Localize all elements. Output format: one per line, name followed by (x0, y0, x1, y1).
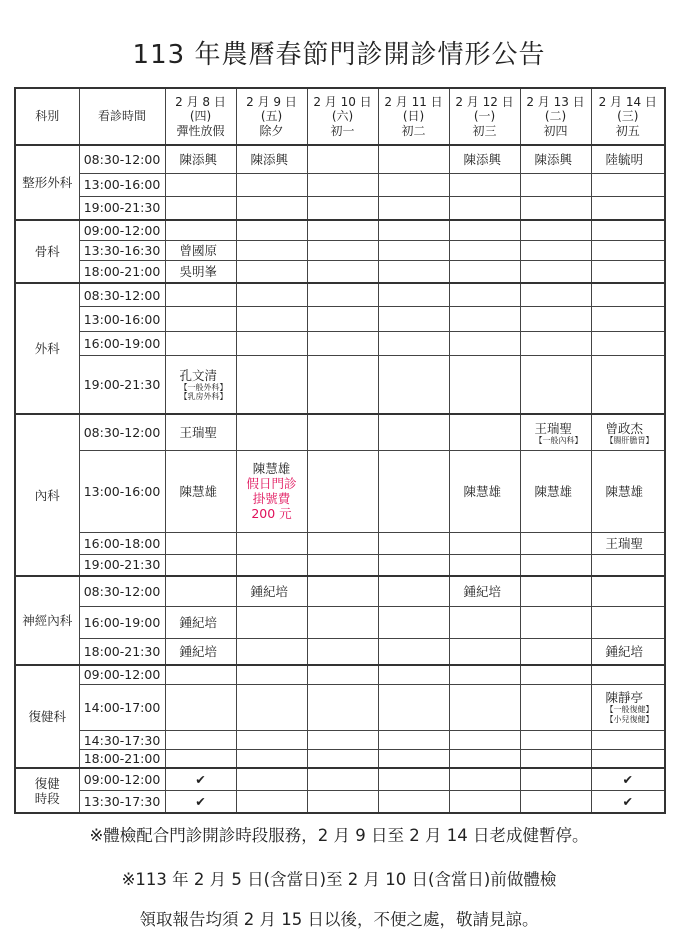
dept-cell: 復健科 (15, 665, 79, 768)
holiday-notice: 掛號費 (252, 491, 291, 507)
header-time: 看診時間 (79, 88, 165, 145)
doctor-cell: 王瑞聖 (591, 532, 665, 554)
holiday-notice: 假日門診 (246, 476, 297, 492)
time-cell: 08:30-12:00 (79, 414, 165, 451)
specialty-tag: 【一般外科】 (179, 382, 228, 392)
table-row (15, 554, 665, 575)
dept-cell: 骨科 (15, 220, 79, 283)
header-day: 2 月 10 日 (六) 初一 (307, 88, 378, 145)
check-mark-icon: ✔ (165, 768, 236, 790)
time-cell: 08:30-12:00 (79, 145, 165, 173)
note-line: 領取報告均須 2 月 15 日以後，不便之處，敬請見諒。 (139, 910, 539, 929)
check-mark-icon: ✔ (165, 791, 236, 813)
table-row (15, 684, 665, 731)
time-cell: 16:00-18:00 (79, 532, 165, 554)
doctor-name: 曾政杰 (605, 420, 644, 436)
page-title: 113 年農曆春節門診開診情形公告 (132, 40, 546, 70)
time-cell: 13:00-16:00 (79, 307, 165, 331)
doctor-cell: 陳慧雄 (591, 451, 665, 532)
table-row (15, 196, 665, 219)
dept-cell: 復健時段 (15, 768, 79, 813)
time-cell: 13:30-17:30 (79, 791, 165, 813)
time-cell: 18:00-21:30 (79, 638, 165, 664)
specialty-tag: 【乳房外科】 (179, 392, 228, 402)
table-row (15, 576, 665, 606)
dept-cell: 整形外科 (15, 145, 79, 220)
time-cell: 09:00-12:00 (79, 220, 165, 240)
note-line: ※113 年 2 月 5 日(含當日)至 2 月 10 日(含當日)前做體檢 (121, 870, 557, 889)
time-cell: 08:30-12:00 (79, 576, 165, 606)
doctor-cell: 王瑞聖 (165, 414, 236, 451)
check-mark-icon: ✔ (591, 791, 665, 813)
table-row (15, 260, 665, 282)
doctor-cell: 鍾紀培 (449, 576, 520, 606)
header-day: 2 月 14 日 (三) 初五 (591, 88, 665, 145)
doctor-cell: 陳慧雄 (449, 451, 520, 532)
table-row (15, 665, 665, 684)
time-cell: 13:00-16:00 (79, 173, 165, 196)
doctor-cell: 鍾紀培 (591, 638, 665, 664)
doctor-cell (236, 451, 307, 532)
header-day: 2 月 13 日 (二) 初四 (520, 88, 591, 145)
table-row (15, 532, 665, 554)
doctor-name: 陳靜亭 (605, 690, 644, 706)
doctor-cell: 陳慧雄 (165, 451, 236, 532)
table-row (15, 731, 665, 750)
time-cell: 16:00-19:00 (79, 331, 165, 355)
header-day: 2 月 12 日 (一) 初三 (449, 88, 520, 145)
time-cell: 19:00-21:30 (79, 554, 165, 575)
table-row (15, 791, 665, 813)
doctor-name: 陳慧雄 (252, 461, 291, 477)
table-row (15, 638, 665, 664)
table-row (15, 220, 665, 240)
header-day: 2 月 9 日 (五) 除夕 (236, 88, 307, 145)
table-row (15, 307, 665, 331)
time-cell: 09:00-12:00 (79, 768, 165, 790)
time-cell: 18:00-21:00 (79, 260, 165, 282)
empty-cell (378, 145, 449, 173)
doctor-cell: 陳添興 (449, 145, 520, 173)
table-row (15, 283, 665, 307)
time-cell: 14:30-17:30 (79, 731, 165, 750)
table-row (15, 173, 665, 196)
doctor-cell: 陳添興 (165, 145, 236, 173)
empty-cell (307, 145, 378, 173)
doctor-cell: 鍾紀培 (165, 638, 236, 664)
dept-cell: 外科 (15, 283, 79, 415)
doctor-name: 孔文清 (179, 367, 218, 383)
time-cell: 13:00-16:00 (79, 451, 165, 532)
time-cell: 19:00-21:30 (79, 356, 165, 415)
time-cell: 18:00-21:00 (79, 750, 165, 768)
schedule-table (14, 87, 666, 814)
table-row (15, 414, 665, 451)
doctor-cell: 陸毓明 (591, 145, 665, 173)
time-cell: 16:00-19:00 (79, 606, 165, 638)
time-cell: 09:00-12:00 (79, 665, 165, 684)
holiday-notice: 200 元 (251, 506, 292, 522)
specialty-tag: 【腸肝膽胃】 (605, 435, 654, 445)
table-row (15, 240, 665, 260)
header-day: 2 月 11 日 (日) 初二 (378, 88, 449, 145)
header-day: 2 月 8 日 (四) 彈性放假 (165, 88, 236, 145)
time-cell: 13:30-16:30 (79, 240, 165, 260)
doctor-cell: 陳慧雄 (520, 451, 591, 532)
specialty-tag: 【一般復健】 (605, 705, 654, 715)
doctor-name: 王瑞聖 (534, 420, 573, 436)
header-row (15, 88, 665, 145)
doctor-cell: 鍾紀培 (236, 576, 307, 606)
note-line: ※體檢配合門診開診時段服務，2 月 9 日至 2 月 14 日老成健暫停。 (89, 826, 589, 845)
time-cell: 14:00-17:00 (79, 684, 165, 731)
time-cell: 08:30-12:00 (79, 283, 165, 307)
table-row (15, 750, 665, 768)
header-dept: 科別 (15, 88, 79, 145)
doctor-cell (591, 414, 665, 451)
doctor-cell: 陳添興 (236, 145, 307, 173)
time-cell: 19:00-21:30 (79, 196, 165, 219)
specialty-tag: 【一般內科】 (534, 435, 583, 445)
dept-cell: 神經內科 (15, 576, 79, 665)
dept-cell: 內科 (15, 414, 79, 575)
table-row (15, 331, 665, 355)
table-row (15, 606, 665, 638)
table-row (15, 356, 665, 415)
doctor-cell: 吳明峯 (165, 260, 236, 282)
doctor-cell: 鍾紀培 (165, 606, 236, 638)
check-mark-icon: ✔ (591, 768, 665, 790)
doctor-cell: 陳添興 (520, 145, 591, 173)
doctor-cell (591, 684, 665, 731)
doctor-cell (520, 414, 591, 451)
specialty-tag: 【小兒復健】 (605, 714, 654, 724)
doctor-cell: 曾國原 (165, 240, 236, 260)
table-row (15, 768, 665, 790)
table-row (15, 145, 665, 173)
table-row (15, 451, 665, 532)
doctor-cell (165, 356, 236, 415)
